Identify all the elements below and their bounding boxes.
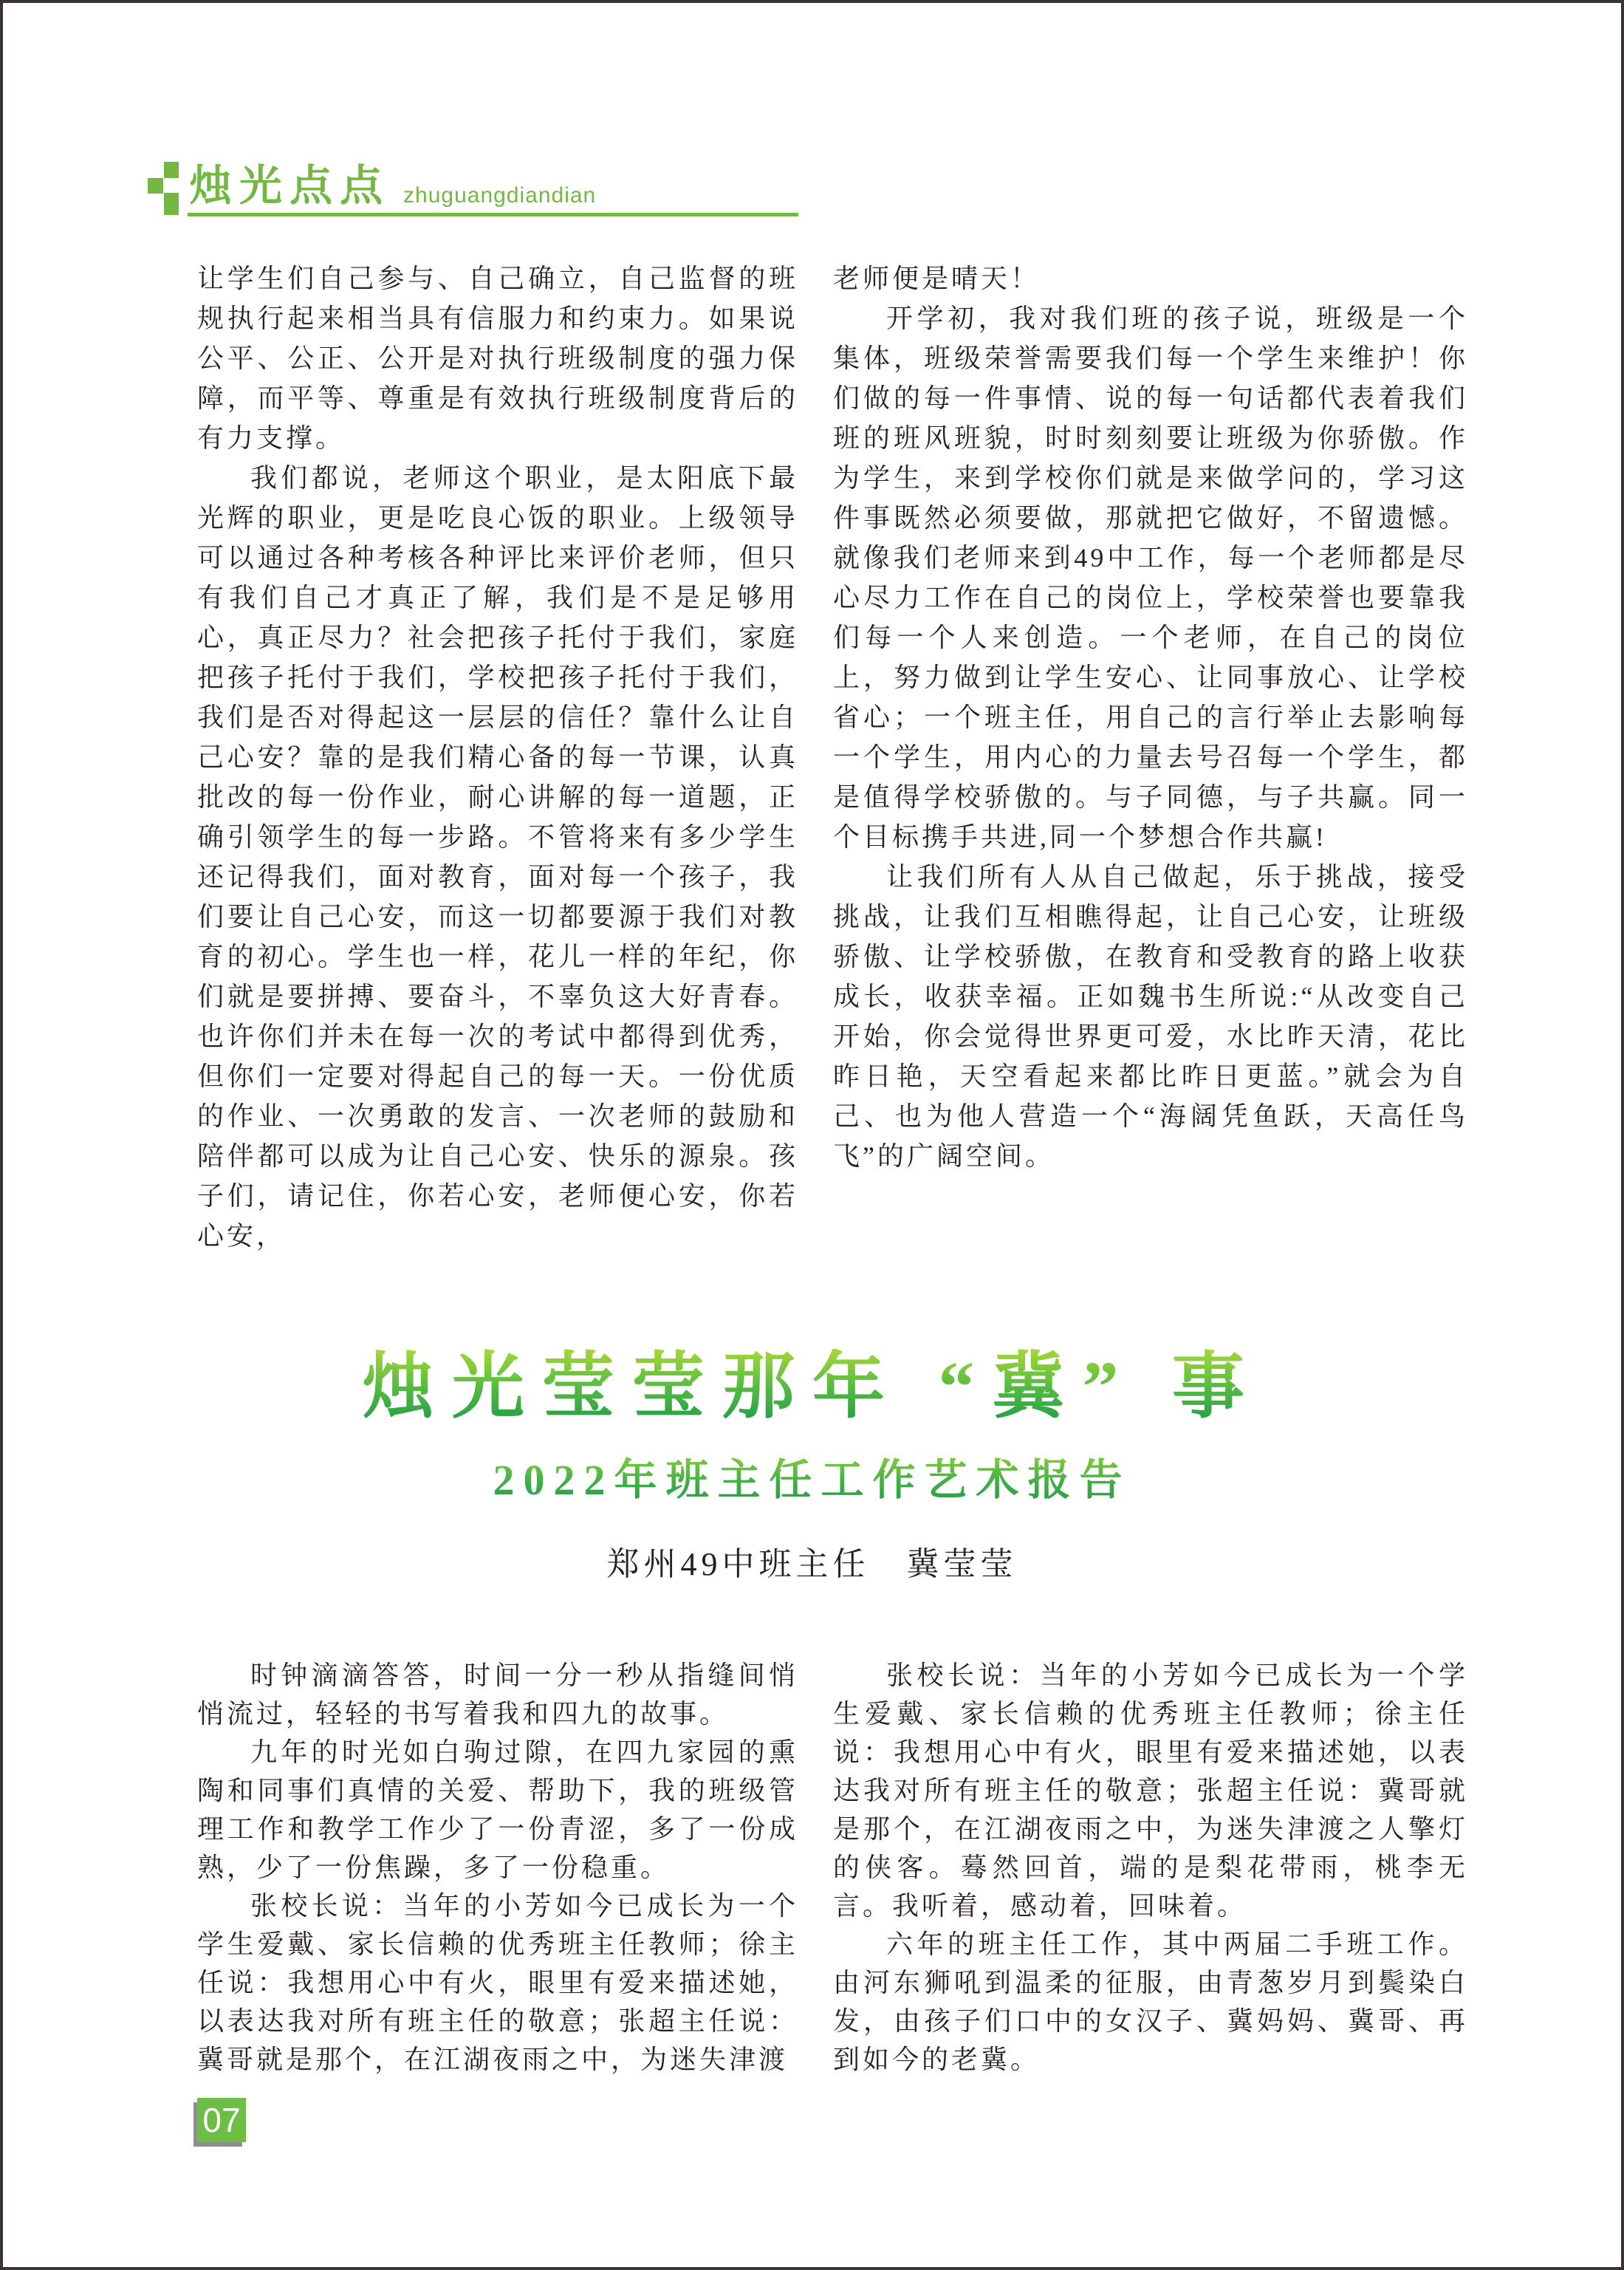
header-underline	[188, 213, 798, 216]
lower-left-column	[197, 1656, 798, 2079]
logo-square-bottom	[164, 193, 179, 215]
feature-title: 烛光莹莹那年 “冀” 事	[3, 1349, 1621, 1426]
brand-pinyin: zhuguangdiandian	[403, 183, 597, 208]
feature-byline: 郑州49中班主任 冀莹莹	[606, 1546, 1018, 1582]
feature-subtitle: 2022年班主任工作艺术报告	[3, 1452, 1621, 1508]
paragraph: 时钟滴滴答答，时间一分一秒从指缝间悄悄流过，轻轻的书写着我和四九的故事。	[197, 1661, 798, 1729]
paragraph: 让学生们自己参与、自己确立，自己监督的班规执行起来相当具有信服力和约束力。如果说公平、公正、公开是对执行班级制度的强力保障，而平等、尊重是有效执行班级制度背后的有力支撑。	[197, 264, 798, 453]
brand-title: 烛光点点	[189, 162, 391, 210]
paragraph: 张校长说：当年的小芳如今已成长为一个学生爱戴、家长信赖的优秀班主任教师；徐主任说：我想用心中有火，眼里有爱来描述她，以表达我对所有班主任的敬意；张超主任说：冀哥就是那个，在江湖夜雨之中，为迷失津渡之人擎灯的侠客。蓦然回首，端的是梨花带雨，桃李无言。我听着，感动着，回味着。	[833, 1661, 1468, 1921]
header-brand-row	[189, 160, 596, 213]
page-number-badge: 07	[197, 2098, 246, 2142]
paragraph: 张校长说：当年的小芳如今已成长为一个学生爱戴、家长信赖的优秀班主任教师；徐主任说：我想用心中有火，眼里有爱来描述她，以表达我对所有班主任的敬意；张超主任说：冀哥就是那个，在江湖夜雨之中，为迷失津渡	[197, 1891, 798, 2074]
paragraph: 老师便是晴天！	[833, 264, 1041, 293]
logo-square-top	[164, 162, 179, 178]
brand-logo-icon	[148, 160, 180, 216]
upper-left-column	[197, 259, 798, 1256]
paragraph: 开学初，我对我们班的孩子说，班级是一个集体，班级荣誉需要我们每一个学生来维护！你们做的每一件事情、说的每一句话都代表着我们班的班风班貌，时时刻刻要让班级为你骄傲。作为学生，来到学校你们就是来做学问的，学习这件事既然必须要做，那就把它做好，不留遗憾。就像我们老师来到49中工作，每一个老师都是尽心尽力工作在自己的岗位上，学校荣誉也要靠我们每一个人来创造。一个老师，在自己的岗位上，努力做到让学生安心、让同事放心、让学校省心；一个班主任，用自己的言行举止去影响每一个学生，用内心的力量去号召每一个学生，都是值得学校骄傲的。与子同德，与子共赢。同一个目标携手共进,同一个梦想合作共赢!	[833, 304, 1468, 852]
paragraph: 我们都说，老师这个职业，是太阳底下最光辉的职业，更是吃良心饭的职业。上级领导可以通过各种考核各种评比来评价老师，但只有我们自己才真正了解，我们是不是足够用心，真正尽力？社会把孩子托付于我们，家庭把孩子托付于我们，学校把孩子托付于我们，我们是否对得起这一层层的信任？靠什么让自己心安？靠的是我们精心备的每一节课，认真批改的每一份作业，耐心讲解的每一道题，正确引领学生的每一步路。不管将来有多少学生还记得我们，面对教育，面对每一个孩子，我们要让自己心安，而这一切都要源于我们对教育的初心。学生也一样，花儿一样的年纪，你们就是要拼搏、要奋斗，不辜负这大好青春。也许你们并未在每一次的考试中都得到优秀，但你们一定要对得起自己的每一天。一份优质的作业、一次勇敢的发言、一次老师的鼓励和陪伴都可以成为让自己心安、快乐的源泉。孩子们，请记住，你若心安，老师便心安，你若心安，	[197, 463, 798, 1251]
paragraph: 让我们所有人从自己做起，乐于挑战，接受挑战，让我们互相瞧得起，让自己心安，让班级骄傲、让学校骄傲，在教育和受教育的路上收获成长，收获幸福。正如魏书生所说:“从改变自己开始，你会觉得世界更可爱，水比昨天清，花比昨日艳，天空看起来都比昨日更蓝。”就会为自己、也为他人营造一个“海阔凭鱼跃，天高任鸟飞”的广阔空间。	[833, 862, 1468, 1171]
logo-square-left	[148, 178, 163, 194]
upper-right-column	[833, 259, 1468, 1176]
paragraph: 六年的班主任工作，其中两届二手班工作。由河东狮吼到温柔的征服，由青葱岁月到鬓染白发，由孩子们口中的女汉子、冀妈妈、冀哥、再到如今的老冀。	[833, 1929, 1468, 2074]
lower-right-column	[833, 1656, 1468, 2079]
paragraph: 九年的时光如白驹过隙，在四九家园的熏陶和同事们真情的关爱、帮助下，我的班级管理工作和教学工作少了一份青涩，多了一份成熟，少了一份焦躁，多了一份稳重。	[197, 1737, 798, 1882]
